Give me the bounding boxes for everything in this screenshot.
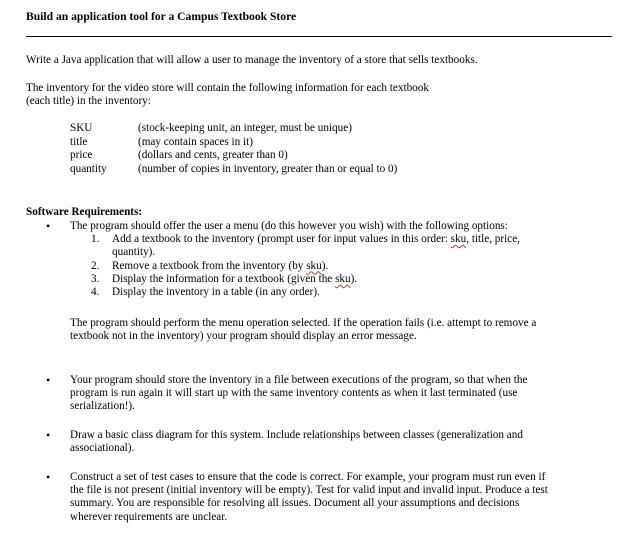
- persistence-line-1: Your program should store the inventory in a file between executions of the program, so that when the: [70, 374, 528, 386]
- menu-options-list: [70, 233, 570, 299]
- option-text: Add a textbook to the inventory (prompt user for input values in this order:: [112, 233, 451, 246]
- menu-option: [70, 260, 570, 273]
- field-description: (number of copies in inventory, greater than or equal to 0): [138, 162, 398, 175]
- menu-intro: The program should offer the user a menu (do this however you wish) with the following options:: [70, 220, 508, 232]
- option-text: Display the inventory in a table (in any order).: [112, 286, 320, 299]
- tests-line-4: wherever requirements are unclear.: [70, 510, 228, 523]
- inventory-intro: [26, 82, 429, 108]
- bullet-icon: •: [46, 428, 51, 442]
- option-text-cont: , title, price,: [466, 233, 520, 246]
- field-name: SKU: [70, 122, 93, 134]
- diagram-line-1: Draw a basic class diagram for this system. Include relationships between classes (generalization and: [70, 429, 523, 441]
- bullet-icon: •: [46, 373, 51, 387]
- menu-option: [70, 273, 570, 286]
- option-text-line-2: quantity).: [112, 246, 156, 259]
- field-description: (may contain spaces in it): [138, 135, 253, 148]
- requirement-class-diagram: [70, 429, 570, 455]
- tests-line-3: summary. You are responsible for resolving all issues. Document all your assumptions and decisions: [70, 497, 520, 510]
- option-number: 2.: [91, 259, 100, 272]
- requirements-heading: Software Requirements:: [26, 206, 143, 218]
- menu-option: [70, 233, 570, 259]
- option-number: 4.: [91, 286, 100, 299]
- diagram-line-2: associational).: [70, 442, 135, 455]
- inventory-fields-table: [70, 122, 397, 176]
- menu-failure-line-2: textbook not in the inventory) your program should display an error message.: [70, 330, 417, 343]
- document-title: Build an application tool for a Campus Textbook Store: [26, 10, 297, 23]
- option-number: 1.: [91, 233, 100, 246]
- field-name: quantity: [70, 162, 107, 175]
- tests-line-2: the file is not present (initial inventory will be empty). Test for valid input and invalid input. Produce a test: [70, 484, 548, 497]
- menu-failure-line-1: The program should perform the menu operation selected. If the operation fails (i.e. attempt to remove a: [70, 317, 537, 329]
- field-name: title: [70, 135, 88, 148]
- title-divider: [26, 36, 612, 37]
- intro-paragraph: Write a Java application that will allow a user to manage the inventory of a store that sells textbooks.: [26, 54, 478, 66]
- field-description: (stock-keeping unit, an integer, must be unique): [138, 122, 352, 134]
- field-row: [70, 136, 397, 150]
- field-row: [70, 122, 397, 136]
- menu-failure-note: [70, 317, 570, 343]
- field-description: (dollars and cents, greater than 0): [138, 149, 288, 162]
- option-text-cont: ).: [321, 259, 329, 272]
- field-row: [70, 163, 397, 177]
- inventory-intro-line-2: (each title) in the inventory:: [26, 95, 151, 108]
- field-name: price: [70, 149, 93, 162]
- option-number: 3.: [91, 272, 100, 285]
- requirement-tests: [70, 471, 570, 524]
- option-text: Display the information for a textbook (given the: [112, 272, 336, 285]
- option-text-cont: ).: [350, 272, 358, 285]
- sku-term: sku: [335, 272, 351, 285]
- sku-term: sku: [450, 233, 467, 246]
- persistence-line-3: serialization!).: [70, 400, 135, 413]
- bullet-icon: •: [46, 470, 51, 484]
- persistence-line-2: program is run again it will start up with the same inventory contents as when it last terminated (use: [70, 387, 518, 400]
- bullet-icon: •: [46, 219, 51, 233]
- menu-option: [70, 286, 570, 299]
- sku-term: sku: [306, 259, 322, 272]
- option-text: Remove a textbook from the inventory (by: [112, 259, 307, 272]
- requirement-menu: [70, 220, 570, 299]
- tests-line-1: Construct a set of test cases to ensure that the code is correct. For example, your program must run even if: [70, 471, 546, 483]
- inventory-intro-line-1: The inventory for the video store will contain the following information for each textbook: [26, 82, 429, 94]
- requirement-persistence: [70, 374, 570, 414]
- field-row: [70, 149, 397, 163]
